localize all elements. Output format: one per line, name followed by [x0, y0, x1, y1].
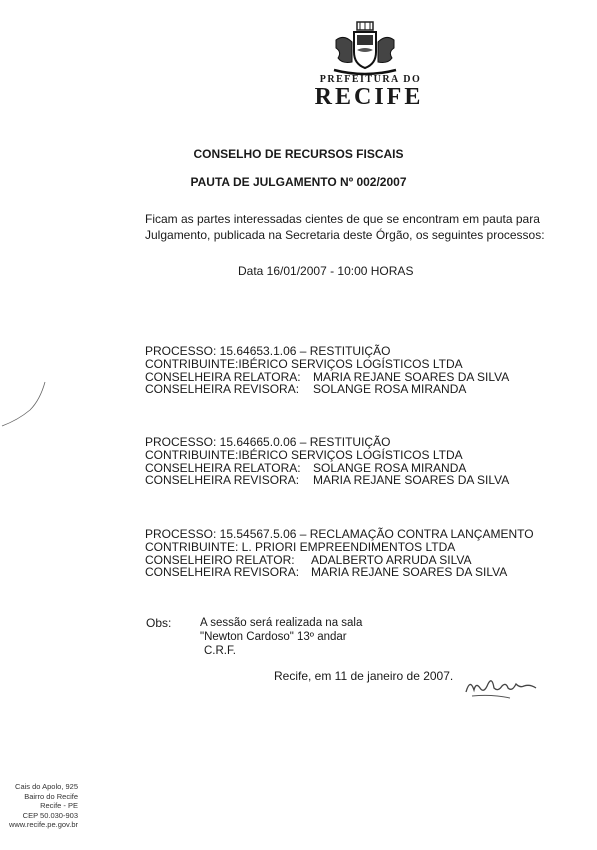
revisor-row	[145, 474, 565, 487]
revisor-label: CONSELHEIRA REVISORA:	[145, 382, 300, 397]
revisor-label: CONSELHEIRA REVISORA:	[145, 565, 300, 580]
relator-name: ADALBERTO ARRUDA SILVA	[311, 552, 472, 567]
revisor-row	[145, 566, 565, 579]
process-block	[145, 436, 565, 487]
city-wordmark: RECIFE	[314, 84, 424, 110]
relator-label: CONSELHEIRO RELATOR:	[145, 552, 295, 567]
address-line: Bairro do Recife	[24, 791, 78, 801]
relator-label: CONSELHEIRA RELATORA:	[145, 460, 301, 475]
signature	[462, 672, 542, 700]
website-link[interactable]: www.recife.pe.gov.br	[8, 820, 78, 829]
revisor-name: MARIA REJANE SOARES DA SILVA	[313, 473, 510, 488]
obs-label: Obs:	[146, 616, 172, 630]
relator-label: CONSELHEIRA RELATORA:	[145, 369, 301, 384]
place-date: Recife, em 11 de janeiro de 2007.	[274, 669, 454, 683]
process-number: PROCESSO: 15.64665.0.06 – RESTITUIÇÃO	[145, 435, 391, 449]
contribuinte: CONTRIBUINTE:IBÉRICO SERVIÇOS LOGÍSTICOS LTDA	[145, 447, 463, 462]
process-number: PROCESSO: 15.64653.1.06 – RESTITUIÇÃO	[145, 344, 391, 358]
intro-paragraph: Ficam as partes interessadas cientes de que se encontram em pauta para Julgamento, publicada na Secretaria deste Órgão, os seguintes processos:	[145, 212, 545, 242]
contribuinte: CONTRIBUINTE: L. PRIORI EMPREENDIMENTOS LTDA	[145, 539, 456, 554]
agenda-title: PAUTA DE JULGAMENTO Nº 002/2007	[190, 175, 407, 189]
revisor-name: SOLANGE ROSA MIRANDA	[313, 382, 467, 397]
session-date: Data 16/01/2007 - 10:00 HORAS	[238, 264, 414, 278]
contribuinte: CONTRIBUINTE:IBÉRICO SERVIÇOS LOGÍSTICOS LTDA	[145, 356, 463, 371]
revisor-label: CONSELHEIRA REVISORA:	[145, 473, 300, 488]
council-title: CONSELHO DE RECURSOS FISCAIS	[193, 147, 404, 161]
relator-name: MARIA REJANE SOARES DA SILVA	[313, 369, 510, 384]
address-block	[4, 782, 78, 830]
obs-text	[200, 616, 362, 658]
relator-name: SOLANGE ROSA MIRANDA	[313, 460, 467, 475]
scan-mark	[0, 380, 50, 430]
process-block	[145, 528, 565, 579]
address-line: CEP 50.030-903	[22, 810, 78, 820]
address-line: Cais do Apolo, 925	[15, 782, 78, 791]
coat-of-arms-icon	[330, 20, 400, 78]
process-number: PROCESSO: 15.54567.5.06 – RECLAMAÇÃO CONTRA LANÇAMENTO	[145, 527, 534, 541]
obs-line: "Newton Cardoso" 13º andar	[200, 631, 347, 643]
prefeitura-label: PREFEITURA DO	[319, 74, 422, 85]
obs-line: C.R.F.	[204, 645, 236, 657]
revisor-row	[145, 383, 565, 396]
process-block	[145, 345, 565, 396]
revisor-name: MARIA REJANE SOARES DA SILVA	[311, 565, 508, 580]
obs-line: A sessão será realizada na sala	[200, 617, 363, 629]
address-line: Recife - PE	[40, 801, 78, 810]
